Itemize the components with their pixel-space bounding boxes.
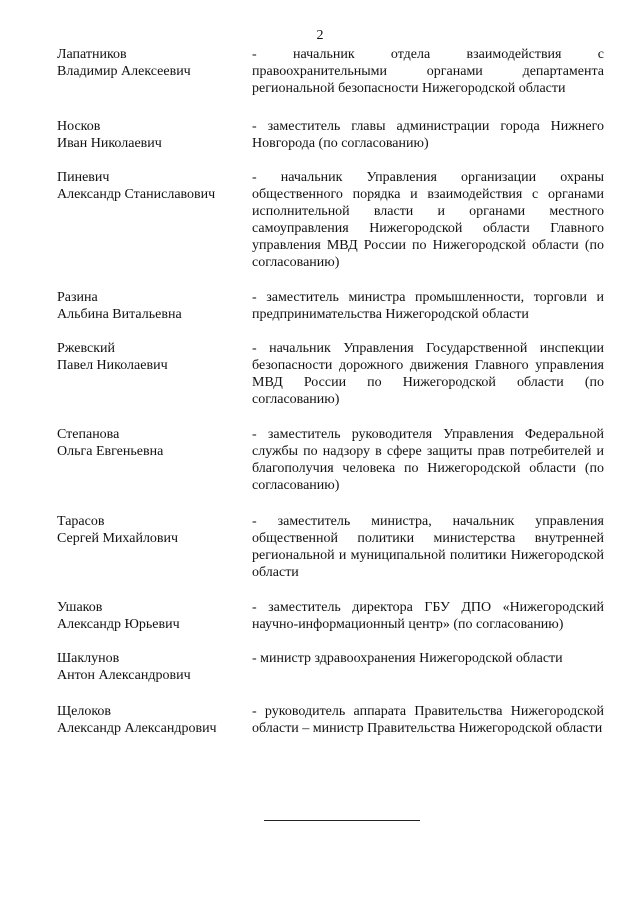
member-surname: Разина <box>57 290 98 305</box>
end-divider <box>264 820 420 821</box>
member-name <box>57 703 242 737</box>
member-surname: Пиневич <box>57 170 110 185</box>
member-surname: Тарасов <box>57 514 105 529</box>
member-role: - начальник Управления организации охраны общественного порядка и взаимодействия с органами исполнительной власти и органами местного самоуправления Нижегородской области Главного управления МВД России по Нижегородской области (по согласованию) <box>252 170 604 270</box>
member-given-name: Сергей Михайлович <box>57 531 179 546</box>
member-role: - начальник Управления Государственной инспекции безопасности дорожного движения Главного управления МВД России по Нижегородской области (по согласованию) <box>252 341 604 407</box>
member-surname: Ржевский <box>57 341 116 356</box>
member-name <box>57 118 242 152</box>
member-surname: Ушаков <box>57 600 103 615</box>
member-surname: Шаклунов <box>57 651 120 666</box>
member-given-name: Павел Николаевич <box>57 358 168 373</box>
member-name <box>57 289 242 323</box>
member-given-name: Альбина Витальевна <box>57 307 182 322</box>
member-name <box>57 513 242 547</box>
member-surname: Степанова <box>57 427 120 442</box>
member-given-name: Ольга Евгеньевна <box>57 444 164 459</box>
member-given-name: Иван Николаевич <box>57 136 162 151</box>
member-role: - заместитель министра, начальник управления общественной политики министерства внутренней региональной и муниципальной политики Нижегородской области <box>252 514 604 580</box>
member-name <box>57 650 242 684</box>
member-given-name: Александр Александрович <box>57 721 217 736</box>
member-role: - заместитель директора ГБУ ДПО «Нижегородский научно-информационный центр» (по согласованию) <box>252 600 604 632</box>
member-surname: Лапатников <box>57 47 127 62</box>
member-role: - начальник отдела взаимодействия с правоохранительными органами департамента региональной безопасности Нижегородской области <box>252 47 604 96</box>
member-name <box>57 426 242 460</box>
member-role: - министр здравоохранения Нижегородской области <box>252 651 563 666</box>
member-given-name: Александр Юрьевич <box>57 617 180 632</box>
member-role: - руководитель аппарата Правительства Нижегородской области – министр Правительства Нижегородской области <box>252 704 604 736</box>
member-role: - заместитель министра промышленности, торговли и предпринимательства Нижегородской области <box>252 290 604 322</box>
member-name <box>57 340 242 374</box>
member-given-name: Антон Александрович <box>57 668 191 683</box>
member-surname: Щелоков <box>57 704 112 719</box>
member-given-name: Александр Станиславович <box>57 187 216 202</box>
member-name <box>57 599 242 633</box>
page-number: 2 <box>316 28 324 43</box>
member-role: - заместитель главы администрации города Нижнего Новгорода (по согласованию) <box>252 119 604 151</box>
member-surname: Носков <box>57 119 101 134</box>
member-role: - заместитель руководителя Управления Федеральной службы по надзору в сфере защиты прав потребителей и благополучия человека по Нижегородской области (по согласованию) <box>252 427 604 493</box>
member-given-name: Владимир Алексеевич <box>57 64 191 79</box>
member-name <box>57 46 242 80</box>
member-name <box>57 169 242 203</box>
